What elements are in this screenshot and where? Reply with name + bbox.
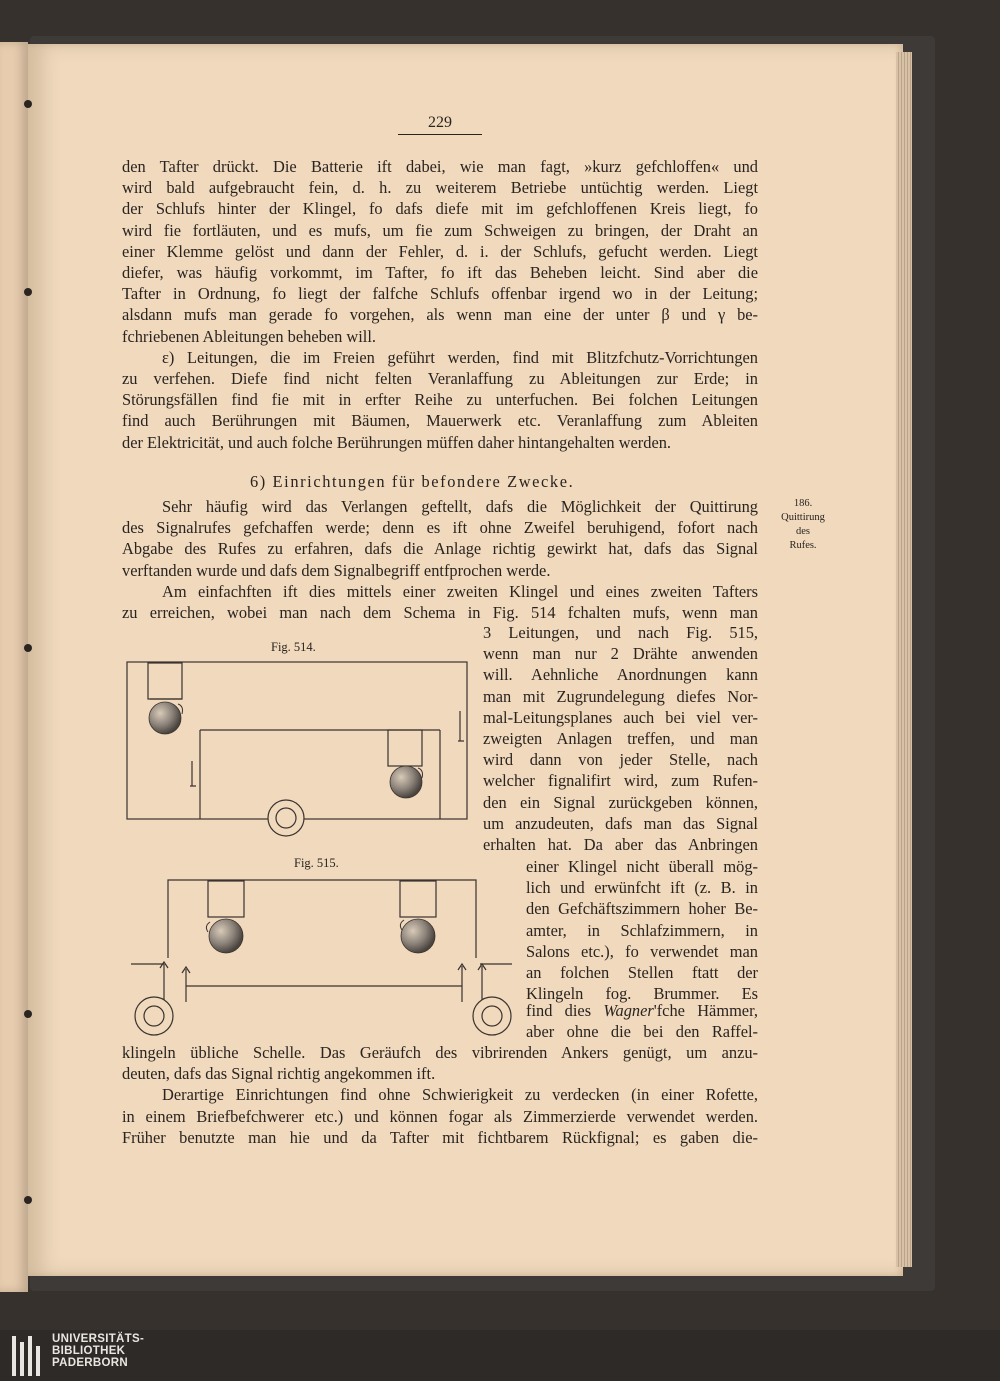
text-line: einer Klemme gelöst und dann der Fehler, d. i. der Schlufs, gefucht werden. Liegt: [122, 241, 758, 261]
text-line: zu erreichen, wobei man nach dem Schema in Fig. 514 fchalten mufs, wenn man: [122, 603, 758, 622]
person-name: Wagner: [603, 1001, 654, 1020]
margin-note-line: des: [796, 526, 810, 537]
text-line: wenn man nur 2 Drähte anwenden: [483, 644, 758, 664]
text-line: amter, in Schlafzimmern, in: [526, 920, 758, 940]
margin-note-line: Rufes.: [789, 540, 817, 551]
text-line: will. Aehnliche Anordnungen kann: [483, 665, 758, 685]
text-line: den Gefchäftszimmern hoher Be-: [526, 899, 758, 919]
text-line: Klingeln fog. Brummer. Es: [526, 984, 758, 1004]
text-line: alsdann mufs man gerade fo vorgehen, als wenn man eine der unter β und γ be-: [122, 305, 758, 325]
text-line: klingeln übliche Schelle. Das Geräufch des vibrirenden Ankers genügt, um anzu-: [122, 1043, 758, 1062]
text-line: in einem Briefbefchwerer etc.) und können fogar als Zimmerzierde verwendet werden.: [122, 1106, 758, 1126]
text-line: der Elektricität, und auch folche Berührungen müffen daher hintangehalten werden.: [122, 432, 672, 452]
text-line: Sehr häufig wird das Verlangen geftellt, dafs die Möglichkeit der Quittirung: [162, 497, 758, 516]
bell-icon: [206, 919, 243, 953]
text-line: lich und erwünfcht ift (z. B. in: [526, 878, 758, 898]
page-number: 229: [398, 114, 482, 135]
text-line: Tafter in Ordnung, fo liegt der falfche Schlufs offenbar irgend wo in der Leitung;: [122, 284, 758, 304]
text-line: Störungsfällen find fie mit in erfter Reihe zu unterfuchen. Bei folchen Leitungen: [122, 390, 758, 410]
text-line: wird fie fortläuten, und es mufs, um fie zum Schweigen zu bringen, der Draht an: [122, 220, 758, 240]
battery-icon: [135, 997, 173, 1035]
margin-note: [768, 497, 838, 553]
binding-hole: [24, 644, 32, 652]
bell-icon: [400, 919, 435, 953]
text-line: man mit Zugrundelegung diefes Nor-: [483, 686, 758, 706]
text-line: [526, 1001, 758, 1022]
text-line: welcher fignalifirt wird, zum Rufen-: [483, 771, 758, 791]
binding-hole: [24, 1196, 32, 1204]
text-fragment: find dies: [526, 1001, 604, 1020]
text-line: find auch Berührungen mit Bäumen, Mauerwerk etc. Veranlaffung zum Ableiten: [122, 411, 758, 431]
text-line: aber ohne die bei den Raffel-: [526, 1022, 758, 1041]
text-line: einer Klingel nicht überall mög-: [526, 857, 758, 876]
library-logo-icon: [10, 1334, 50, 1378]
figure-caption-515: Fig. 515.: [294, 856, 339, 870]
binding-hole: [24, 288, 32, 296]
text-line: Abgabe des Rufes zu erfahren, dafs die Anlage richtig gewirkt hat, dafs das Signal: [122, 539, 758, 559]
text-line: verftanden wurde und dafs dem Signalbegriff entfprochen werde.: [122, 560, 551, 580]
text-line: ε) Leitungen, die im Freien geführt werden, find mit Blitzfchutz-Vorrichtungen: [162, 347, 758, 367]
text-line: Früher benutzte man hie und da Tafter mit fichtbarem Rückfignal; es gaben die-: [122, 1127, 758, 1147]
logo-line: UNIVERSITÄTS-: [52, 1333, 145, 1345]
text-line: mal-Leitungsplanes auch bei viel ver-: [483, 707, 758, 727]
text-line: wird bald aufgebraucht fein, d. h. zu weiterem Betriebe untüchtig werden. Liegt: [122, 178, 758, 198]
text-line: der Schlufs hinter der Klingel, fo dafs diefe mit im gefchloffenen Kreis liegt, fo: [122, 199, 758, 219]
page-stack-edge: [896, 52, 912, 1267]
figure-515-diagram: [126, 874, 520, 1044]
library-logo-text: [52, 1333, 144, 1369]
left-page-edge: [0, 42, 28, 1292]
logo-line: PADERBORN: [52, 1357, 128, 1369]
text-line: an folchen Stellen ftatt der: [526, 963, 758, 982]
text-line: fchriebenen Ableitungen beheben will.: [122, 326, 376, 346]
bell-icon: [390, 766, 423, 798]
bell-icon: [149, 699, 183, 734]
text-line: 3 Leitungen, und nach Fig. 515,: [483, 623, 758, 642]
text-line: zu verfehen. Diefe find nicht felten Veranlaffung zu Ableitungen zur Erde; in: [122, 369, 758, 388]
text-line: zweigten Anlagen treffen, und man: [483, 729, 758, 748]
text-fragment: 'fche Hämmer,: [653, 1001, 758, 1020]
text-line: den Tafter drückt. Die Batterie ift dabei, wie man fagt, »kurz gefchloffen« und: [122, 157, 758, 176]
margin-note-line: 186.: [793, 498, 813, 509]
section-heading: 6) Einrichtungen für befondere Zwecke.: [250, 472, 575, 491]
figure-caption-514: Fig. 514.: [271, 640, 316, 654]
margin-note-line: Quittirung: [781, 512, 825, 523]
logo-line: BIBLIOTHEK: [52, 1345, 126, 1357]
text-line: diefer, was häufig vorkommt, im Tafter, fo ift das Beheben leicht. Sind aber die: [122, 263, 758, 282]
binding-hole: [24, 1010, 32, 1018]
text-line: deuten, dafs das Signal richtig angekommen ift.: [122, 1064, 436, 1084]
text-line: Am einfachften ift dies mittels einer zweiten Klingel und eines zweiten Tafters: [162, 581, 758, 601]
text-line: um anzudeuten, dafs man das Signal: [483, 813, 758, 833]
text-line: den ein Signal zurückgeben können,: [483, 792, 758, 812]
figure-514-diagram: [120, 656, 475, 841]
binding-hole: [24, 100, 32, 108]
text-line: des Signalrufes gefchaffen werde; denn es ift ohne Zweifel beruhigend, fofort nach: [122, 518, 758, 538]
text-line: Salons etc.), fo verwendet man: [526, 941, 758, 961]
battery-icon: [473, 997, 511, 1035]
text-line: wird dann von jeder Stelle, nach: [483, 750, 758, 770]
text-line: Derartige Einrichtungen find ohne Schwierigkeit zu verdecken (in einer Rofette,: [162, 1085, 758, 1105]
battery-icon: [268, 800, 304, 836]
text-line: erhalten hat. Da aber das Anbringen: [483, 835, 758, 854]
